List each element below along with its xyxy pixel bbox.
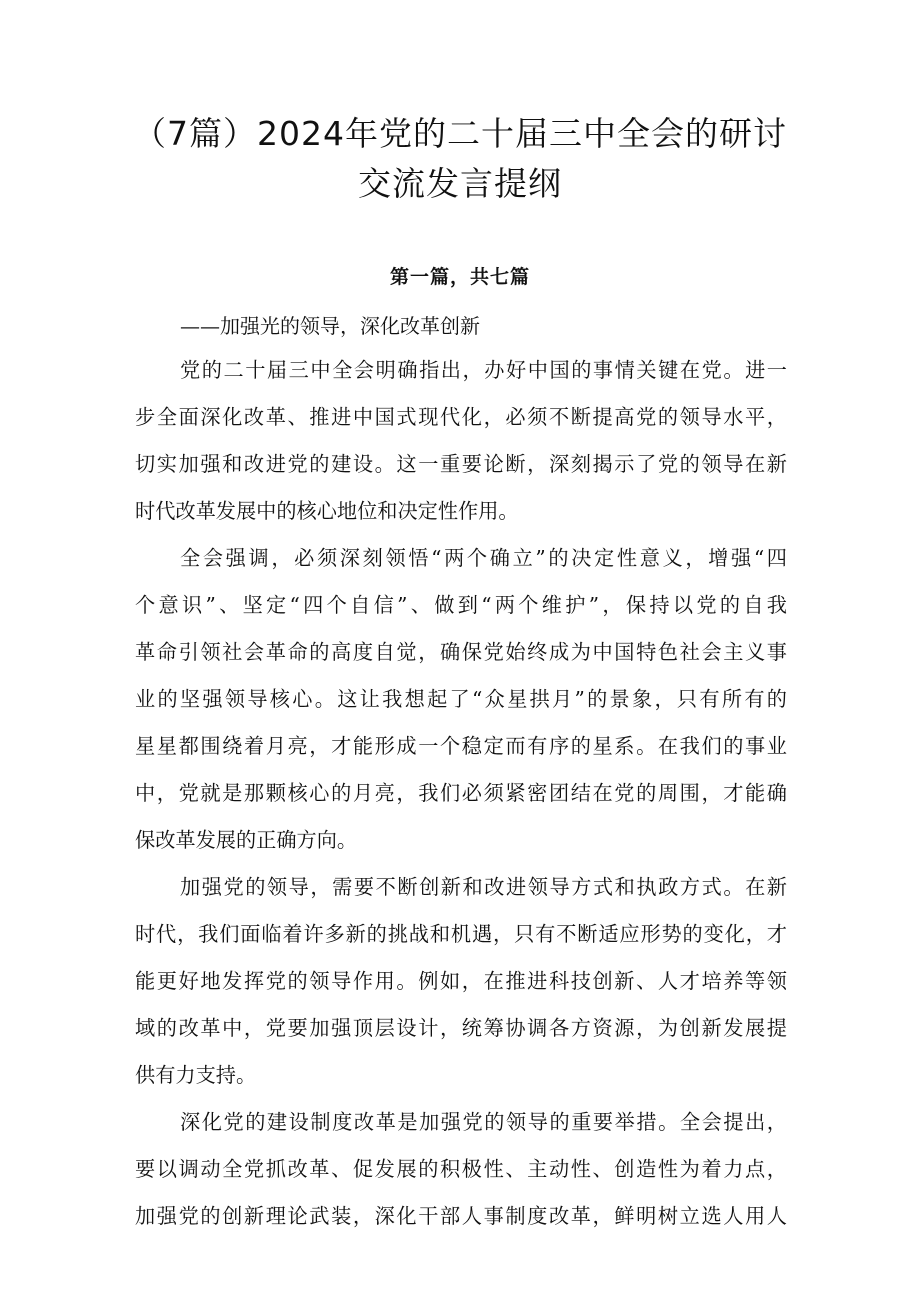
paragraph-line: 党的二十届三中全会明确指出，办好中国的事情关键在党。进一 [180,358,787,382]
paragraph-line: 全会强调，必须深刻领悟“两个确立”的决定性意义，增强“四 [180,546,787,570]
paragraph-line: 能更好地发挥党的领导作用。例如，在推进科技创新、人才培养等领 [135,969,787,993]
paragraph-line: 时代改革发展中的核心地位和决定性作用。 [135,499,519,523]
paragraph-line: 步全面深化改革、推进中国式现代化，必须不断提高党的领导水平， [135,405,787,429]
document-title-line-2: 交流发言提纲 [358,164,562,203]
document-title-line-1: （7篇）2024年党的二十届三中全会的研讨 [133,114,787,153]
paragraph-line: 深化党的建设制度改革是加强党的领导的重要举措。全会提出， [180,1110,787,1134]
paragraph-line: 星星都围绕着月亮，才能形成一个稳定而有序的星系。在我们的事业 [135,734,787,758]
paragraph-line: 业的坚强领导核心。这让我想起了“众星拱月”的景象，只有所有的 [135,687,787,711]
paragraph-line: 时代，我们面临着许多新的挑战和机遇，只有不断适应形势的变化，才 [135,922,787,946]
paragraph-line: 供有力支持。 [135,1063,257,1087]
paragraph-line: 域的改革中，党要加强顶层设计，统筹协调各方资源，为创新发展提 [135,1016,787,1040]
section-heading: 第一篇，共七篇 [389,266,530,288]
paragraph-line: 革命引领社会革命的高度自觉，确保党始终成为中国特色社会主义事 [135,640,787,664]
section-lead: ——加强光的领导，深化改革创新 [180,314,480,338]
paragraph-line: 加强党的创新理论武装，深化干部人事制度改革，鲜明树立选人用人 [135,1204,787,1228]
paragraph-line: 加强党的领导，需要不断创新和改进领导方式和执政方式。在新 [180,875,787,899]
paragraph-line: 保改革发展的正确方向。 [135,828,358,852]
paragraph-line: 个意识”、坚定“四个自信”、做到“两个维护”，保持以党的自我 [135,593,787,617]
paragraph-line: 切实加强和改进党的建设。这一重要论断，深刻揭示了党的领导在新 [135,452,787,476]
paragraph-line: 要以调动全党抓改革、促发展的积极性、主动性、创造性为着力点， [135,1157,787,1181]
paragraph-line: 中，党就是那颗核心的月亮，我们必须紧密团结在党的周围，才能确 [135,781,787,805]
